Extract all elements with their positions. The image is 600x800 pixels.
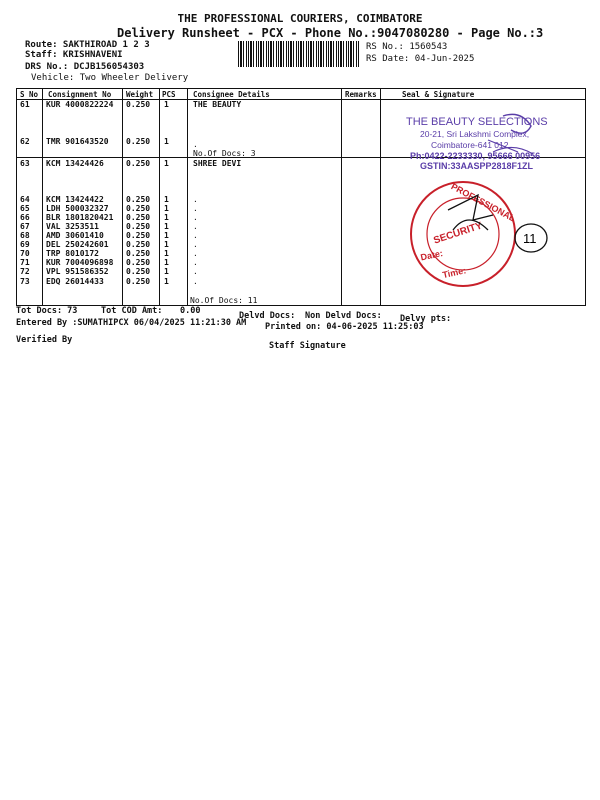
cell-wt: 0.250 (126, 249, 151, 258)
cell-cno: KCM 13424422 (46, 195, 104, 204)
cell-pcs: 1 (164, 159, 169, 168)
stamp-address: 20-21, Sri Lakshmi Complex, (420, 129, 530, 139)
cell-consignee: . (193, 213, 198, 222)
col-divider (159, 88, 160, 306)
cell-wt: 0.250 (126, 159, 151, 168)
cell-cno: KUR 7004096898 (46, 258, 114, 267)
cell-sno: 70 (20, 249, 30, 258)
header-weight: Weight (126, 90, 154, 99)
cell-pcs: 1 (164, 267, 169, 276)
cell-wt: 0.250 (126, 204, 151, 213)
round-stamp-date: Date: (419, 247, 444, 263)
cell-consignee: . (193, 140, 198, 149)
cell-sno: 66 (20, 213, 30, 222)
cell-wt: 0.250 (126, 222, 151, 231)
header-pcs: PCS (162, 90, 176, 99)
rs-date: RS Date: 04-Jun-2025 (366, 54, 475, 64)
cell-cno: VAL 3253511 (46, 222, 99, 231)
cell-pcs: 1 (164, 258, 169, 267)
runsheet-title: Delivery Runsheet - PCX - Phone No.:9047080280 - Page No.:3 (117, 26, 544, 40)
cell-pcs: 1 (164, 137, 169, 146)
seal-stamps (393, 110, 583, 300)
total-cod-label: Tot COD Amt: (101, 306, 163, 316)
cell-cno: AMD 30601410 (46, 231, 104, 240)
col-divider (187, 88, 188, 306)
header-consignment: Consignment No (48, 90, 112, 99)
group-docs-count: No.Of Docs: 3 (193, 149, 256, 158)
printed-on: Printed on: 04-06-2025 11:25:03 (265, 322, 424, 332)
cell-wt: 0.250 (126, 195, 151, 204)
cell-cno: KUR 4000822224 (46, 100, 114, 109)
cell-pcs: 1 (164, 277, 169, 286)
cell-consignee: . (193, 258, 198, 267)
cell-pcs: 1 (164, 222, 169, 231)
cell-sno: 72 (20, 267, 30, 276)
cell-cno: KCM 13424426 (46, 159, 104, 168)
cell-sno: 67 (20, 222, 30, 231)
non-delivered-docs: Non Delvd Docs: (305, 311, 382, 321)
cell-pcs: 1 (164, 240, 169, 249)
cell-wt: 0.250 (126, 137, 151, 146)
route: Route: SAKTHIROAD 1 2 3 (25, 40, 150, 50)
cell-sno: 61 (20, 100, 30, 109)
cell-consignee: THE BEAUTY (193, 100, 242, 109)
cell-pcs: 1 (164, 231, 169, 240)
cell-sno: 63 (20, 159, 30, 168)
cell-consignee: . (193, 222, 198, 231)
cell-cno: DEL 250242601 (46, 240, 109, 249)
cell-pcs: 1 (164, 100, 169, 109)
cell-sno: 69 (20, 240, 30, 249)
col-divider (380, 88, 381, 306)
total-docs: Tot Docs: 73 (16, 306, 78, 316)
cell-pcs: 1 (164, 195, 169, 204)
cell-consignee: . (193, 277, 198, 286)
cell-sno: 65 (20, 204, 30, 213)
header-seal-signature: Seal & Signature (402, 90, 475, 99)
cell-consignee: . (193, 249, 198, 258)
delivery-points: Delvy pts: (400, 314, 452, 324)
cell-consignee: . (193, 267, 198, 276)
verified-by: Verified By (16, 335, 73, 345)
cell-cno: TRP 8010172 (46, 249, 99, 258)
cell-pcs: 1 (164, 213, 169, 222)
cell-cno: VPL 951586352 (46, 267, 109, 276)
cell-sno: 68 (20, 231, 30, 240)
header-consignee: Consignee Details (193, 90, 270, 99)
header-remarks: Remarks (345, 90, 377, 99)
cell-wt: 0.250 (126, 240, 151, 249)
stamp-gstin: GSTIN:33AASPP2818F1ZL (420, 161, 534, 171)
round-stamp-text: SECURITY (432, 220, 484, 247)
rs-number: RS No.: 1560543 (366, 42, 448, 52)
drs-number: DRS No.: DCJB156054303 (25, 62, 145, 72)
total-cod-value: 0.00 (180, 306, 201, 316)
delivered-docs: Delvd Docs: (239, 311, 296, 321)
col-divider (42, 88, 43, 306)
barcode (238, 41, 359, 67)
col-divider (341, 88, 342, 306)
cell-cno: LDH 500032327 (46, 204, 109, 213)
group-docs-count: No.Of Docs: 11 (190, 296, 258, 305)
entered-by: Entered By :SUMATHIPCX 06/04/2025 11:21:30 AM (16, 318, 247, 328)
cell-pcs: 1 (164, 204, 169, 213)
cell-consignee: SHREE DEVI (193, 159, 242, 168)
staff-signature: Staff Signature (269, 341, 346, 351)
stamp-city: Coimbatore-641 012. (431, 140, 511, 150)
cell-consignee: . (193, 204, 198, 213)
stamp-phone: Ph:0422-2233330, 95666 00956 (410, 151, 541, 161)
cell-cno: TMR 901643520 (46, 137, 109, 146)
cell-sno: 73 (20, 277, 30, 286)
cell-sno: 64 (20, 195, 30, 204)
round-stamp-time: Time: (441, 265, 467, 281)
cell-consignee: . (193, 195, 198, 204)
cell-consignee: . (193, 231, 198, 240)
cell-pcs: 1 (164, 249, 169, 258)
cell-sno: 71 (20, 258, 30, 267)
col-divider (122, 88, 123, 306)
staff: Staff: KRISHNAVENI (25, 50, 123, 60)
cell-wt: 0.250 (126, 213, 151, 222)
cell-wt: 0.250 (126, 258, 151, 267)
cell-wt: 0.250 (126, 267, 151, 276)
cell-cno: BLR 1801820421 (46, 213, 114, 222)
cell-cno: EDQ 26014433 (46, 277, 104, 286)
cell-consignee: . (193, 240, 198, 249)
vehicle: Vehicle: Two Wheeler Delivery (31, 73, 189, 83)
cell-wt: 0.250 (126, 100, 151, 109)
cell-wt: 0.250 (126, 231, 151, 240)
stamp-company-name: THE BEAUTY SELECTIONS (406, 116, 548, 128)
cell-wt: 0.250 (126, 277, 151, 286)
round-stamp-text: PROFESSIONAL (449, 181, 517, 224)
circled-count: 11 (523, 231, 537, 246)
company-title: THE PROFESSIONAL COURIERS, COIMBATORE (177, 12, 423, 25)
header-sno: S No (20, 90, 39, 99)
cell-sno: 62 (20, 137, 30, 146)
